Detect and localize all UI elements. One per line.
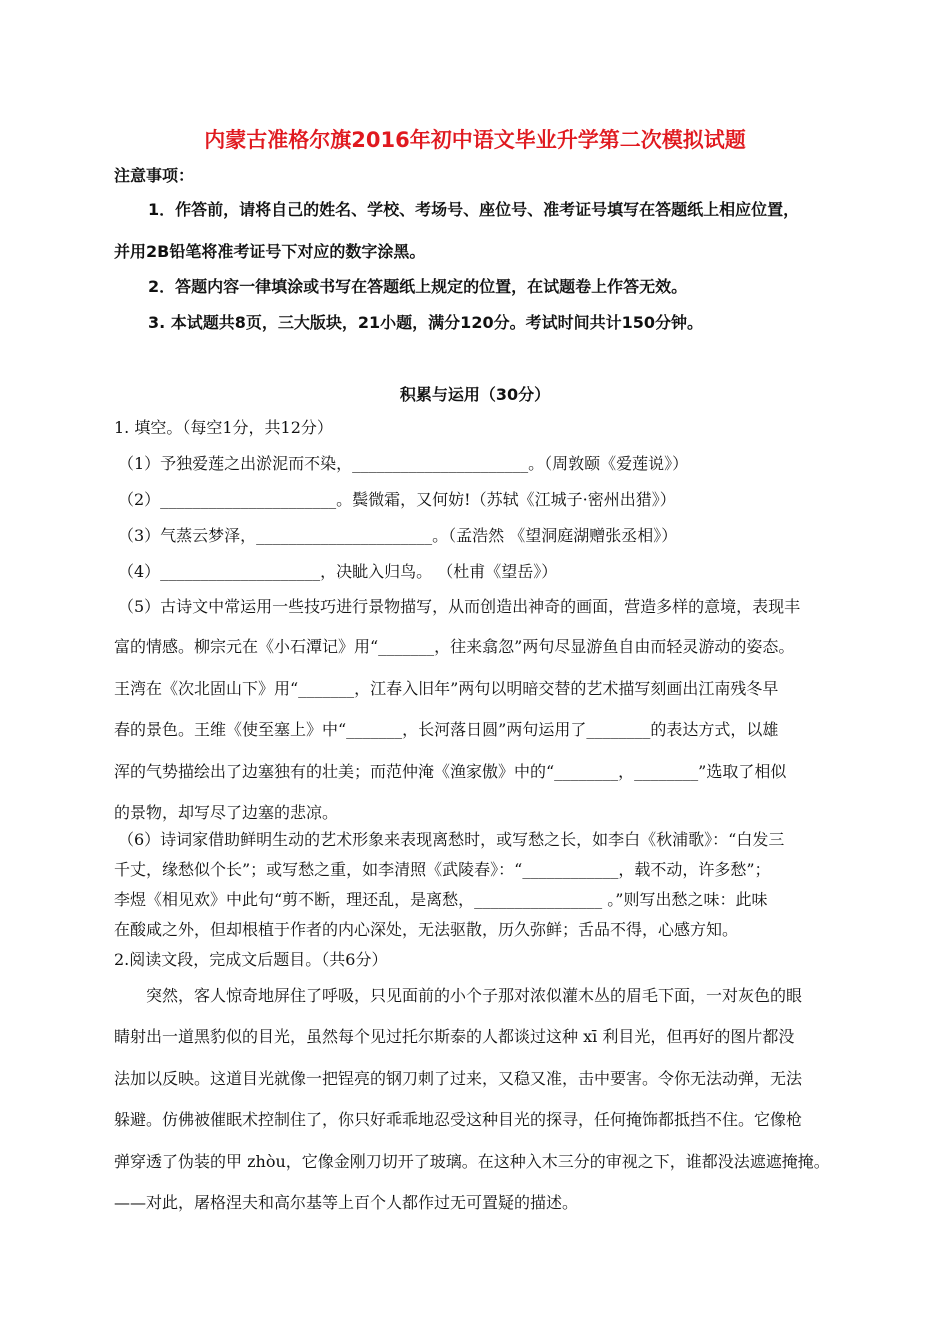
notice-heading: 注意事项： bbox=[114, 166, 195, 185]
q2-heading: 2.阅读文段，完成文后题目。（共6分） bbox=[114, 950, 388, 969]
q1-s6-line: 千丈，缘愁似个长”；或写愁之重，如李清照《武陵春》：“____________，载不动，许多愁”； bbox=[114, 860, 771, 879]
notice-item-1-line-1: 1．作答前，请将自己的姓名、学校、考场号、座位号、准考证号填写在答题纸上相应位置， bbox=[148, 200, 800, 219]
q2-passage-line: 睛射出一道黑豹似的目光，虽然每个见过托尔斯泰的人都谈过这种 xī 利目光，但再好的图片都没 bbox=[114, 1027, 795, 1046]
q1-s5-line: 的景物，却写尽了边塞的悲凉。 bbox=[114, 803, 339, 822]
q1-sentence-2: （2）______________________。鬓微霜，又何妨!（苏轼《江城子·密州出猎》） bbox=[118, 490, 676, 509]
q1-s6-line: 在酸咸之外，但却根植于作者的内心深处，无法驱散，历久弥鲜；舌品不得，心感方知。 bbox=[114, 920, 739, 939]
q2-passage-line: 弹穿透了伪装的甲 zhòu，它像金刚刀切开了玻璃。在这种入木三分的审视之下，谁都没法遮遮掩掩。 bbox=[114, 1152, 830, 1171]
q1-heading: 1. 填空。（每空1分，共12分） bbox=[114, 418, 333, 437]
page-title: 内蒙古准格尔旗2016年初中语文毕业升学第二次模拟试题 bbox=[204, 128, 746, 152]
q1-sentence-4: （4）____________________，决眦入归鸟。 （杜甫《望岳》） bbox=[118, 562, 558, 581]
notice-item-2: 2．答题内容一律填涂或书写在答题纸上规定的位置，在试题卷上作答无效。 bbox=[148, 277, 688, 296]
notice-item-1-line-2: 并用2B铅笔将准考证号下对应的数字涂黑。 bbox=[114, 242, 426, 261]
q1-s5-line: 春的景色。王维《使至塞上》中“_______，长河落日圆”两句运用了________的表达方式，以雄 bbox=[114, 720, 779, 739]
notice-item-3: 3. 本试题共8页，三大版块，21小题，满分120分。考试时间共计150分钟。 bbox=[148, 313, 703, 332]
q1-s5-line: （5）古诗文中常运用一些技巧进行景物描写，从而创造出神奇的画面，营造多样的意境，表现丰 bbox=[118, 597, 801, 616]
section-title: 积累与运用（30分） bbox=[399, 385, 551, 404]
q1-s5-line: 浑的气势描绘出了边塞独有的壮美；而范仲淹《渔家傲》中的“________，________”选取了相似 bbox=[114, 762, 787, 781]
q2-passage-line: 法加以反映。这道目光就像一把锃亮的钢刀刺了过来，又稳又准，击中要害。令你无法动弹，无法 bbox=[114, 1069, 803, 1088]
q1-s6-line: 李煜《相见欢》中此句“剪不断，理还乱，是离愁，________________ 。”则写出愁之味：此味 bbox=[114, 890, 768, 909]
q1-s6-line: （6）诗词家借助鲜明生动的艺术形象来表现离愁时，或写愁之长，如李白《秋浦歌》：“白发三 bbox=[118, 830, 785, 849]
q1-s5-line: 富的情感。柳宗元在《小石潭记》用“_______，往来翕忽”两句尽显游鱼自由而轻灵游动的姿态。 bbox=[114, 637, 795, 656]
q2-passage-line: 躲避。仿佛被催眠术控制住了，你只好乖乖地忍受这种目光的探寻，任何掩饰都抵挡不住。它像枪 bbox=[114, 1110, 803, 1129]
q1-sentence-1: （1）予独爱莲之出淤泥而不染，______________________。（周敦颐《爱莲说》） bbox=[118, 454, 689, 473]
q1-s5-line: 王湾在《次北固山下》用“_______，江春入旧年”两句以明暗交替的艺术描写刻画出江南残冬早 bbox=[114, 679, 779, 698]
q2-passage-line: ——对此，屠格涅夫和高尔基等上百个人都作过无可置疑的描述。 bbox=[114, 1193, 579, 1212]
q1-sentence-3: （3）气蒸云梦泽，______________________。（孟浩然 《望洞庭湖赠张丞相》） bbox=[118, 526, 678, 545]
q2-passage-line: 突然，客人惊奇地屏住了呼吸，只见面前的小个子那对浓似灌木丛的眉毛下面，一对灰色的眼 bbox=[146, 986, 803, 1005]
